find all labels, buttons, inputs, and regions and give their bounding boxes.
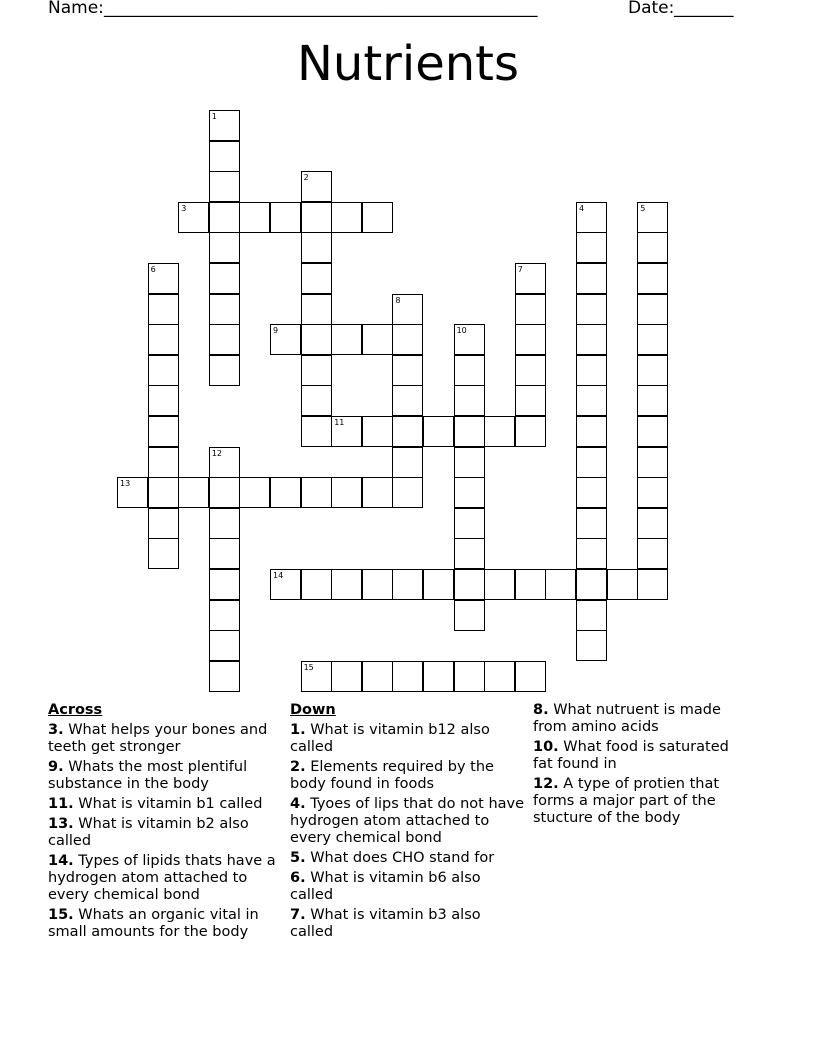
crossword-cell[interactable]	[117, 477, 148, 508]
crossword-cell[interactable]	[209, 600, 240, 631]
crossword-cell[interactable]	[331, 477, 362, 508]
clue-item-number: 11.	[48, 796, 74, 812]
clue-item-text: A type of protien that forms a major part of the stucture of the body	[533, 776, 720, 826]
crossword-cell[interactable]	[454, 447, 485, 478]
clue-item-text: What is vitamin b1 called	[73, 796, 263, 812]
clue-number: 7	[517, 265, 523, 274]
clue-number: 8	[395, 295, 401, 305]
clue-number: 15	[303, 662, 314, 672]
crossword-cell[interactable]	[454, 538, 485, 569]
crossword-cell[interactable]	[515, 661, 546, 692]
crossword-cell[interactable]	[301, 171, 332, 202]
crossword-cell[interactable]	[576, 600, 607, 631]
crossword-cell[interactable]	[576, 232, 607, 263]
crossword-cell[interactable]	[454, 600, 485, 631]
crossword-cell[interactable]	[637, 538, 668, 569]
crossword-cell[interactable]	[270, 202, 301, 233]
crossword-cell[interactable]	[637, 324, 668, 355]
crossword-cell[interactable]	[392, 569, 423, 600]
crossword-cell[interactable]	[576, 202, 607, 233]
name-field[interactable]: ___________________________________________________	[104, 0, 538, 18]
clue-item-text: What is vitamin b3 also called	[290, 907, 481, 940]
crossword-cell[interactable]	[209, 630, 240, 661]
clue-item	[48, 853, 280, 904]
clue-number: 1	[211, 112, 217, 121]
crossword-cell[interactable]	[637, 385, 668, 416]
clue-item-number: 9.	[48, 759, 64, 775]
clue-item-text: What food is saturated fat found in	[533, 739, 729, 772]
clue-item-number: 1.	[290, 722, 306, 738]
crossword-cell[interactable]	[576, 385, 607, 416]
clue-item	[290, 722, 526, 756]
crossword-cell[interactable]	[423, 569, 454, 600]
crossword-cell[interactable]	[209, 661, 240, 692]
crossword-cell[interactable]	[301, 385, 332, 416]
crossword-cell[interactable]	[331, 324, 362, 355]
crossword-cell[interactable]	[178, 202, 209, 233]
crossword-cell[interactable]	[148, 416, 179, 447]
crossword-cell[interactable]	[454, 661, 485, 692]
crossword-cell[interactable]	[209, 569, 240, 600]
crossword-cell[interactable]	[392, 416, 423, 447]
crossword-cell[interactable]	[637, 355, 668, 386]
crossword-cell[interactable]	[301, 661, 332, 692]
crossword-cell[interactable]	[392, 447, 423, 478]
clue-item-text: What nutruent is made from amino acids	[533, 702, 721, 735]
crossword-cell[interactable]	[392, 385, 423, 416]
crossword-cell[interactable]	[576, 355, 607, 386]
crossword-cell[interactable]	[637, 294, 668, 325]
clue-item-number: 14.	[48, 853, 74, 869]
crossword-cell[interactable]	[484, 661, 515, 692]
crossword-cell[interactable]	[423, 416, 454, 447]
crossword-cell[interactable]	[545, 569, 576, 600]
clue-item	[48, 907, 280, 941]
crossword-cell[interactable]	[362, 416, 393, 447]
clue-item-number: 10.	[533, 739, 559, 755]
crossword-cell[interactable]	[515, 385, 546, 416]
clue-item	[48, 759, 280, 793]
clue-item	[48, 796, 280, 813]
clue-item-text: What is vitamin b6 also called	[290, 870, 481, 903]
crossword-cell[interactable]	[484, 416, 515, 447]
date-field[interactable]: _______	[674, 0, 734, 18]
clue-item-number: 12.	[533, 776, 559, 792]
clue-number: 13	[120, 479, 131, 489]
crossword-cell[interactable]	[637, 263, 668, 294]
clue-item-text: Types of lipids thats have a hydrogen atom attached to every chemical bond	[48, 853, 276, 903]
clue-number: 9	[273, 326, 279, 336]
crossword-cell[interactable]	[607, 569, 638, 600]
crossword-cell[interactable]	[270, 324, 301, 355]
crossword-cell[interactable]	[148, 477, 179, 508]
crossword-cell[interactable]	[209, 202, 240, 233]
clue-item-number: 5.	[290, 850, 306, 866]
crossword-cell[interactable]	[362, 661, 393, 692]
clue-number: 4	[579, 203, 585, 213]
crossword-cell[interactable]	[301, 324, 332, 355]
crossword-cell[interactable]	[209, 232, 240, 263]
clue-item-number: 13.	[48, 816, 74, 832]
clue-item-text: What helps your bones and teeth get stronger	[48, 722, 268, 755]
crossword-cell[interactable]	[301, 294, 332, 325]
crossword-cell[interactable]	[209, 263, 240, 294]
crossword-cell[interactable]	[637, 202, 668, 233]
crossword-cell[interactable]	[576, 630, 607, 661]
crossword-cell[interactable]	[392, 661, 423, 692]
crossword-cell[interactable]	[576, 263, 607, 294]
crossword-cell[interactable]	[392, 324, 423, 355]
clue-item-text: Elements required by the body found in foods	[290, 759, 494, 792]
crossword-cell[interactable]	[209, 171, 240, 202]
clue-number: 14	[273, 571, 284, 580]
clue-item	[533, 739, 748, 773]
clue-item-text: Whats the most plentiful substance in the body	[48, 759, 248, 792]
crossword-cell[interactable]	[454, 477, 485, 508]
crossword-cell[interactable]	[239, 477, 270, 508]
clue-number: 2	[303, 173, 309, 183]
crossword-cell[interactable]	[454, 324, 485, 355]
crossword-cell[interactable]	[637, 232, 668, 263]
crossword-cell[interactable]	[576, 324, 607, 355]
crossword-cell[interactable]	[362, 324, 393, 355]
crossword-cell[interactable]	[301, 416, 332, 447]
crossword-cell[interactable]	[576, 569, 607, 600]
clue-item-number: 15.	[48, 907, 74, 923]
crossword-cell[interactable]	[515, 324, 546, 355]
crossword-cell[interactable]	[576, 538, 607, 569]
clue-item	[290, 870, 526, 904]
clue-item-number: 2.	[290, 759, 306, 775]
crossword-cell[interactable]	[576, 447, 607, 478]
crossword-cell[interactable]	[454, 508, 485, 539]
clue-item	[290, 759, 526, 793]
down-clues	[290, 702, 526, 944]
crossword-cell[interactable]	[148, 508, 179, 539]
crossword-cell[interactable]	[515, 294, 546, 325]
down-list-continued	[533, 702, 748, 827]
crossword-cell[interactable]	[576, 416, 607, 447]
crossword-cell[interactable]	[148, 447, 179, 478]
clue-number: 11	[334, 418, 345, 427]
crossword-cell[interactable]	[576, 508, 607, 539]
crossword-cell[interactable]	[209, 141, 240, 172]
crossword-cell[interactable]	[148, 538, 179, 569]
clue-item	[48, 722, 280, 756]
crossword-cell[interactable]	[148, 294, 179, 325]
crossword-cell[interactable]	[209, 294, 240, 325]
clue-number: 10	[456, 326, 467, 336]
clue-item	[290, 850, 526, 867]
across-clues	[48, 702, 280, 944]
across-heading: Across	[48, 702, 103, 718]
crossword-cell[interactable]	[576, 294, 607, 325]
crossword-cell[interactable]	[209, 508, 240, 539]
crossword-cell[interactable]	[576, 477, 607, 508]
crossword-cell[interactable]	[392, 355, 423, 386]
clue-number: 5	[640, 203, 646, 213]
crossword-cell[interactable]	[454, 569, 485, 600]
crossword-cell[interactable]	[209, 324, 240, 355]
name-label: Name:	[48, 0, 104, 18]
down-list	[290, 722, 526, 941]
clue-item-text: What does CHO stand for	[305, 850, 495, 866]
crossword-cell[interactable]	[392, 294, 423, 325]
clue-item	[48, 816, 280, 850]
across-list	[48, 722, 280, 941]
crossword-cell[interactable]	[270, 569, 301, 600]
crossword-cell[interactable]	[454, 385, 485, 416]
crossword-cell[interactable]	[209, 477, 240, 508]
crossword-cell[interactable]	[209, 538, 240, 569]
clue-item-text: What is vitamin b2 also called	[48, 816, 249, 849]
crossword-cell[interactable]	[515, 416, 546, 447]
crossword-cell[interactable]	[301, 569, 332, 600]
crossword-cell[interactable]	[301, 202, 332, 233]
crossword-cell[interactable]	[637, 508, 668, 539]
crossword-cell[interactable]	[515, 355, 546, 386]
crossword-cell[interactable]	[209, 110, 240, 141]
down-heading: Down	[290, 702, 336, 718]
clue-item	[533, 702, 748, 736]
crossword-cell[interactable]	[331, 416, 362, 447]
crossword-cell[interactable]	[515, 569, 546, 600]
clue-number: 6	[150, 265, 156, 274]
crossword-cell[interactable]	[362, 569, 393, 600]
crossword-cell[interactable]	[362, 477, 393, 508]
clue-item	[533, 776, 748, 827]
crossword-cell[interactable]	[209, 355, 240, 386]
crossword-cell[interactable]	[454, 416, 485, 447]
crossword-cell[interactable]	[637, 447, 668, 478]
crossword-cell[interactable]	[148, 355, 179, 386]
clue-item-number: 7.	[290, 907, 306, 923]
date-label: Date:	[628, 0, 675, 18]
clue-item-text: What is vitamin b12 also called	[290, 722, 490, 755]
clue-number: 3	[181, 203, 187, 213]
crossword-cell[interactable]	[392, 477, 423, 508]
crossword-cell[interactable]	[270, 477, 301, 508]
crossword-cell[interactable]	[331, 202, 362, 233]
clue-item	[290, 796, 526, 847]
crossword-cell[interactable]	[209, 447, 240, 478]
crossword-cell[interactable]	[148, 385, 179, 416]
crossword-cell[interactable]	[637, 569, 668, 600]
crossword-cell[interactable]	[301, 232, 332, 263]
clue-item-text: Whats an organic vital in small amounts for the body	[48, 907, 259, 940]
crossword-cell[interactable]	[148, 263, 179, 294]
crossword-cell[interactable]	[637, 477, 668, 508]
clue-item-text: Tyoes of lips that do not have hydrogen atom attached to every chemical bond	[290, 796, 525, 846]
clue-number: 12	[211, 448, 222, 458]
crossword-cell[interactable]	[239, 202, 270, 233]
crossword-cell[interactable]	[515, 263, 546, 294]
down-clues-continued	[533, 702, 748, 830]
crossword-cell[interactable]	[301, 355, 332, 386]
crossword-cell[interactable]	[178, 477, 209, 508]
clue-item-number: 6.	[290, 870, 306, 886]
crossword-cell[interactable]	[148, 324, 179, 355]
crossword-cell[interactable]	[331, 661, 362, 692]
crossword-cell[interactable]	[362, 202, 393, 233]
clue-item-number: 3.	[48, 722, 64, 738]
clue-item-number: 8.	[533, 702, 549, 718]
crossword-cell[interactable]	[454, 355, 485, 386]
clue-item-number: 4.	[290, 796, 306, 812]
crossword-cell[interactable]	[423, 661, 454, 692]
crossword-cell[interactable]	[301, 477, 332, 508]
page-title: Nutrients	[297, 36, 519, 92]
crossword-cell[interactable]	[331, 569, 362, 600]
clue-item	[290, 907, 526, 941]
crossword-cell[interactable]	[484, 569, 515, 600]
crossword-cell[interactable]	[637, 416, 668, 447]
crossword-cell[interactable]	[301, 263, 332, 294]
